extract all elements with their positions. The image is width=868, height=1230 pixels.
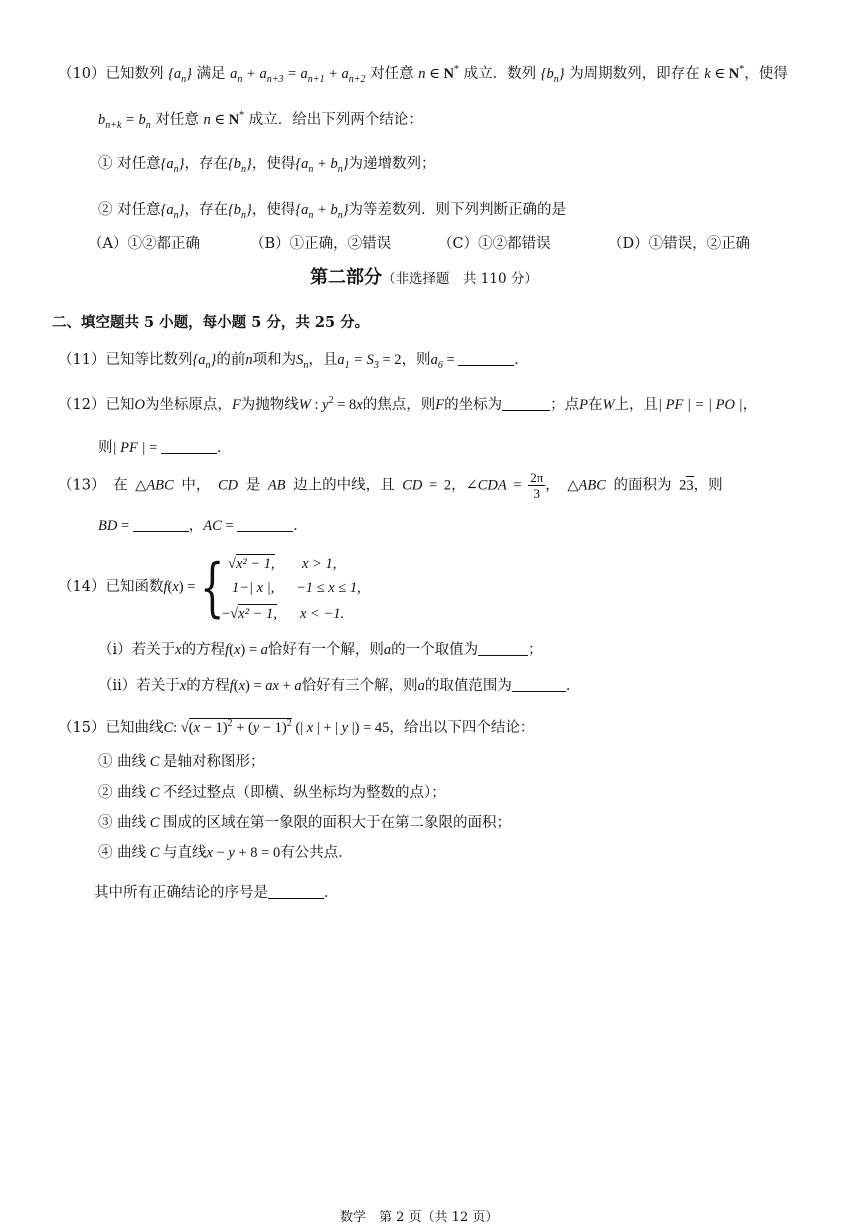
q13-answer-blank-1[interactable] <box>133 516 189 532</box>
q14-answer-blank-1[interactable] <box>478 640 528 656</box>
q14-piece-1: √x² − 1, <box>228 556 275 572</box>
section2-heading: 二、填空题共 5 小题，每小题 5 分，共 25 分。 <box>52 314 370 331</box>
q13-line2: BD = ，AC = ． <box>98 518 308 534</box>
q10-line1: （10）已知数列 $\{a_n\}$ 满足 $a_n + a_{n+3} = a_{n+1} + a_{n+2}$ 对任意 n ∈ N* 成立．数列 $\{b_n\}$ 为周期数列，即存在 k ∈ N*，使得 <box>58 64 788 85</box>
q15-statement-1: ① 曲线 C 是轴对称图形； <box>98 754 265 770</box>
q12-line2: 则| PF | = ． <box>98 440 232 456</box>
q13-fraction: $\frac{2\pi}{3}$ <box>530 470 544 501</box>
q11-answer-blank[interactable] <box>458 350 514 366</box>
q10-conclusion-2: ② 对任意$\{a_n\}$，存在$\{b_n\}$，使得$\{a_n + b_n\}$为等差数列．则下列判断正确的是 <box>98 202 567 221</box>
q14-cond-1: x > 1, <box>302 556 337 572</box>
q15-answer-blank[interactable] <box>268 883 324 899</box>
q11: （11）已知等比数列$\{a_n\}$的前n项和为$S_n$，且$a_1 = S_3 = 2$，则$a_6$ = ． <box>58 352 529 371</box>
q14-cond-3: x < −1. <box>300 606 345 622</box>
q14-piece-2: 1−| x |, <box>232 580 275 596</box>
q10-line2: $b_{n+k} = b_n$ 对任意 n ∈ N* 成立．给出下列两个结论： <box>98 110 423 131</box>
q14-part-ii: （ii）若关于x的方程f(x) = ax + a恰好有三个解，则a的取值范围为 ． <box>98 678 581 694</box>
q15-intro: （15）已知曲线C: $√(x - 1)^2 + (y - 1)^2$ (| x | + | y |) = 45，给出以下四个结论： <box>58 718 535 736</box>
q15-question: 其中所有正确结论的序号是 ． <box>94 885 339 901</box>
q14-answer-blank-2[interactable] <box>512 676 566 692</box>
q14-intro: （14）已知函数f(x) = <box>58 579 196 595</box>
q13-answer-blank-2[interactable] <box>237 516 293 532</box>
q14-piece-3: −√x² − 1, <box>222 606 277 622</box>
q15-statement-3: ③ 曲线 C 围成的区域在第一象限的面积大于在第二象限的面积； <box>98 815 512 831</box>
q10-option-d: （D）①错误，②正确 <box>608 236 751 252</box>
q12-answer-blank-2[interactable] <box>161 438 217 454</box>
page-footer: 数学 第 2 页（共 12 页） <box>340 1210 499 1225</box>
q10-option-a: （A）①②都正确 <box>88 236 200 252</box>
q10-option-b: （B）①正确，②错误 <box>250 236 392 252</box>
q10-option-c: （C）①②都错误 <box>438 236 551 252</box>
q15-statement-4: ④ 曲线 C 与直线x − y + 8 = 0有公共点． <box>98 845 353 861</box>
q14-part-i: （i）若关于x的方程f(x) = a恰好有一个解，则a的一个取值为 ； <box>98 642 543 658</box>
q10-conclusion-1: ① 对任意$\{a_n\}$，存在$\{b_n\}$，使得$\{a_n + b_n\}$为递增数列； <box>98 156 436 175</box>
q15-statement-2: ② 曲线 C 不经过整点（即横、纵坐标均为整数的点）； <box>98 785 446 801</box>
q13-line1: （13） 在 △ABC 中， CD 是 AB 边上的中线，且 CD = 2，∠CDA = $\frac{2\pi}{3}$ ， △ABC 的面积为 23，则 <box>58 470 723 501</box>
part2-title: 第二部分（非选择题 共 110 分） <box>310 267 538 288</box>
q14-cond-2: −1 ≤ x ≤ 1, <box>296 580 361 596</box>
q12-answer-blank-1[interactable] <box>502 395 550 411</box>
q12-line1: （12）已知O为坐标原点，F为抛物线W : $y^2 = 8x$的焦点，则F的坐标为 ；点P在W上，且| PF | = | PO |， <box>58 395 758 413</box>
q14-brace: { <box>200 551 225 625</box>
